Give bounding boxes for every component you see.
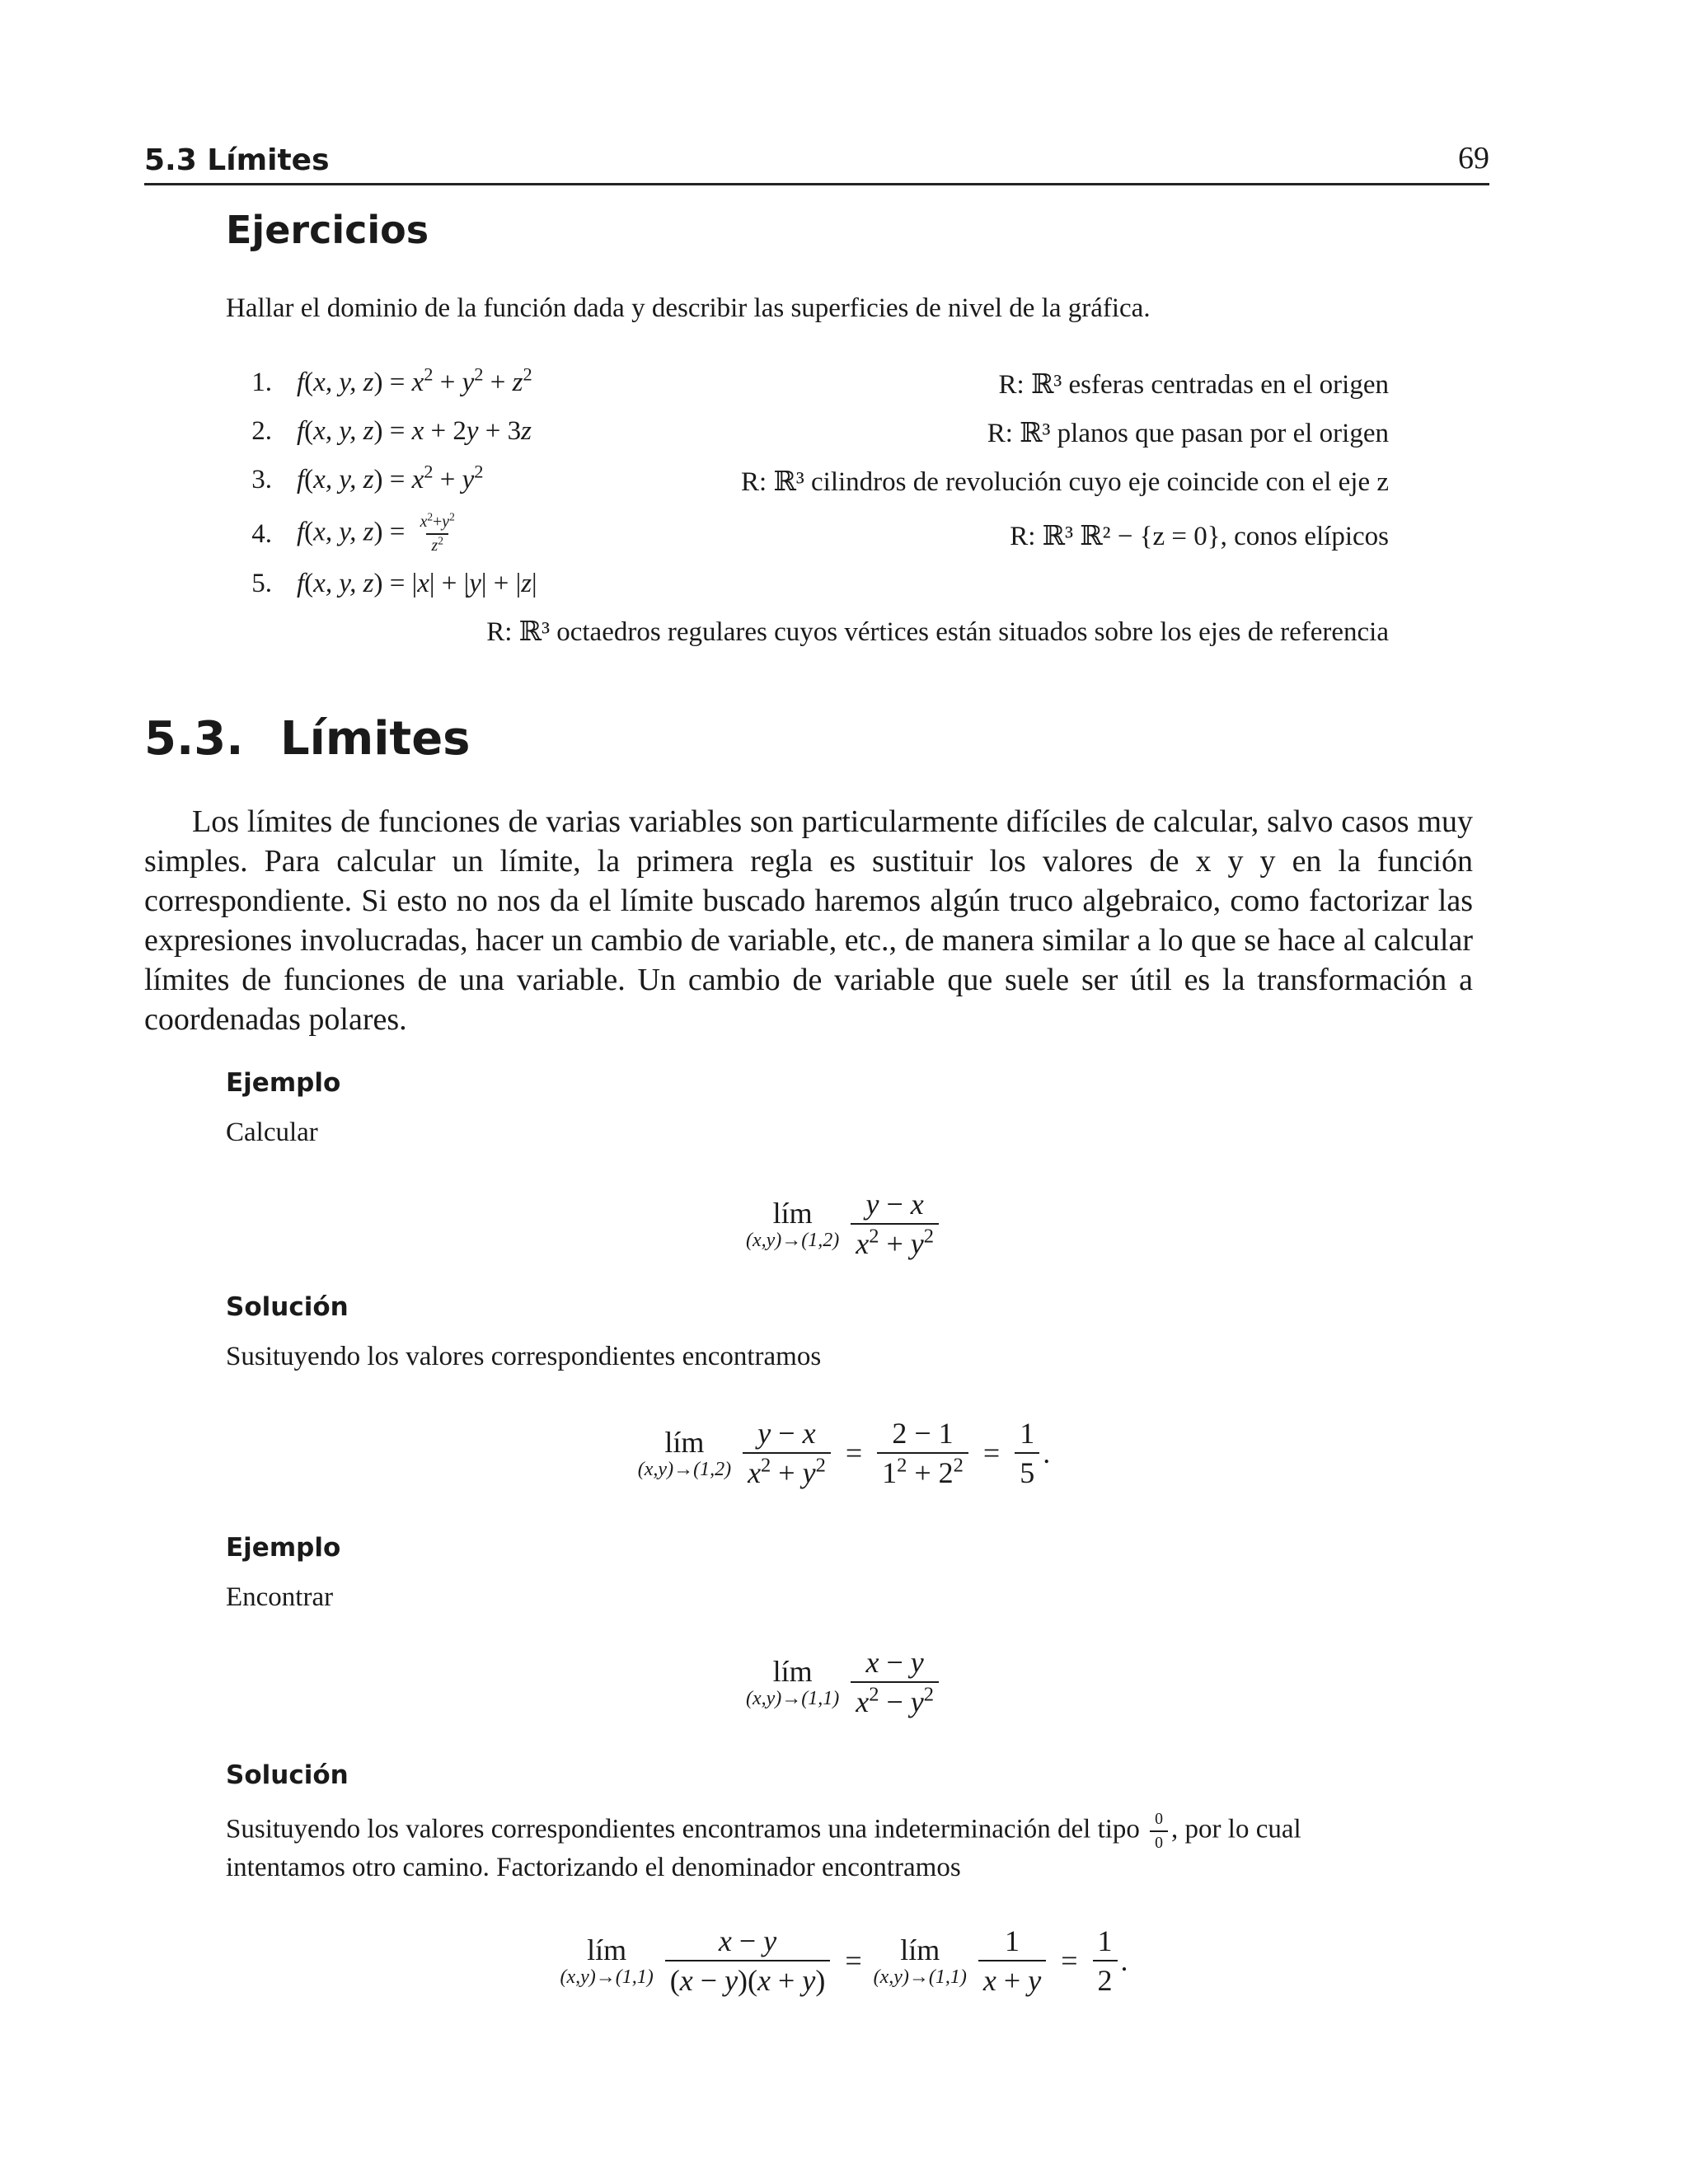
exercise-item: 3. f(x, y, $z) = x^2 + y^2$ R: ℝ³ cilindros de revolución cuyo eje coincide con el eje z (251, 461, 1389, 497)
exercises-heading: Ejercicios (226, 208, 429, 252)
exercise-answer: R: ℝ³ cilindros de revolución cuyo eje coincide con el eje z (741, 467, 1389, 497)
limit-equation-2: lím (x,y)→(1,2) $\frac{y - x}{x^2 + y^2}$ = $\frac{2 - 1}{1^2 + 2^2}$ = $\frac{1}{5}$ . (637, 1417, 1051, 1489)
solution-text: intentamos otro camino. Factorizando el denominador encontramos (226, 1853, 961, 1882)
exercise-item: 4. f(x, y, z) = $\frac{x^2+y^2}{z^2}$ R: ℝ³ ℝ² − {z = 0}, conos elípicos (251, 510, 1389, 555)
exercise-function: f(x, y, z) = |x| + |y| + |z| (297, 569, 537, 598)
solution-heading: Solución (226, 1760, 349, 1790)
example-prompt: Encontrar (226, 1582, 334, 1612)
solution-text: Susituyendo los valores correspondientes encontramos una indeterminación del tipo $\frac{0}{0}$ , por lo cual (226, 1810, 1301, 1852)
header-section-title: 5.3 Límites (144, 143, 330, 177)
example-heading: Ejemplo (226, 1068, 341, 1098)
limit-equation-4: lím (x,y)→(1,1) $\frac{x - y}{(x - y)(x + y)}$ = lím (x,y)→(1,1) $\frac{1}{x + y}$ = $\frac{1}{2}$ . (560, 1924, 1128, 1997)
exercise-answer: R: ℝ³ esferas centradas en el origen (998, 370, 1389, 400)
exercise-function: f(x, y, z) = $\frac{x^2+y^2}{z^2}$ (297, 510, 455, 555)
section-title: Límites (280, 712, 471, 766)
example-heading: Ejemplo (226, 1533, 341, 1563)
limit-equation-3: lím (x,y)→(1,1) $\frac{x - y}{x^2 - y^2}$ (0, 1645, 1688, 1719)
exercise-function: f(x, y, z) = x + 2y + 3z (297, 416, 532, 446)
exercise-answer: R: ℝ³ planos que pasan por el origen (987, 419, 1389, 448)
example-prompt: Calcular (226, 1118, 318, 1147)
exercise-function: f(x, y, $z) = x^2 + y^2$ (297, 461, 484, 494)
exercise-answer: R: ℝ³ octaedros regulares cuyos vértices están situados sobre los ejes de referencia (486, 617, 1389, 647)
exercises-instruction: Hallar el dominio de la función dada y describir las superficies de nivel de la gráfica. (226, 293, 1151, 323)
page-number: 69 (1458, 141, 1489, 176)
section-number: 5.3. (144, 712, 244, 766)
exercise-answer: R: ℝ³ ℝ² − {z = 0}, conos elípicos (1010, 522, 1389, 551)
section-paragraph: Los límites de funciones de varias variables son particularmente difíciles de calcular, salvo casos muy simples. Para calcular un límite, la primera regla es sustituir los valores de x y y en la función correspondiente. Si esto no nos da el límite buscado haremos algún truco algebraico, como factorizar las expresiones involucradas, hacer un cambio de variable, etc., de manera similar a lo que se hace al calcular límites de funciones de una variable. Un cambio de variable que suele ser útil es la transformación a coordenadas polares. (144, 804, 1473, 1037)
running-header (144, 140, 1489, 185)
solution-heading: Solución (226, 1292, 349, 1322)
exercise-item: 2. f(x, y, z) = x + 2y + 3z R: ℝ³ planos que pasan por el origen (251, 416, 1389, 448)
exercise-item: 5. f(x, y, z) = |x| + |y| + |z| (251, 569, 537, 598)
section-heading (144, 712, 471, 766)
solution-text: Susituyendo los valores correspondientes encontramos (226, 1342, 822, 1371)
exercise-function: f(x, y, $z) = x^2 + y^2 + z^2$ (297, 363, 532, 397)
exercise-item: 1. f(x, y, $z) = x^2 + y^2 + z^2$ R: ℝ³ esferas centradas en el origen (251, 363, 1389, 400)
limit-equation-1: lím (x,y)→(1,2) $\frac{y - x}{x^2 + y^2}$ (0, 1187, 1688, 1261)
